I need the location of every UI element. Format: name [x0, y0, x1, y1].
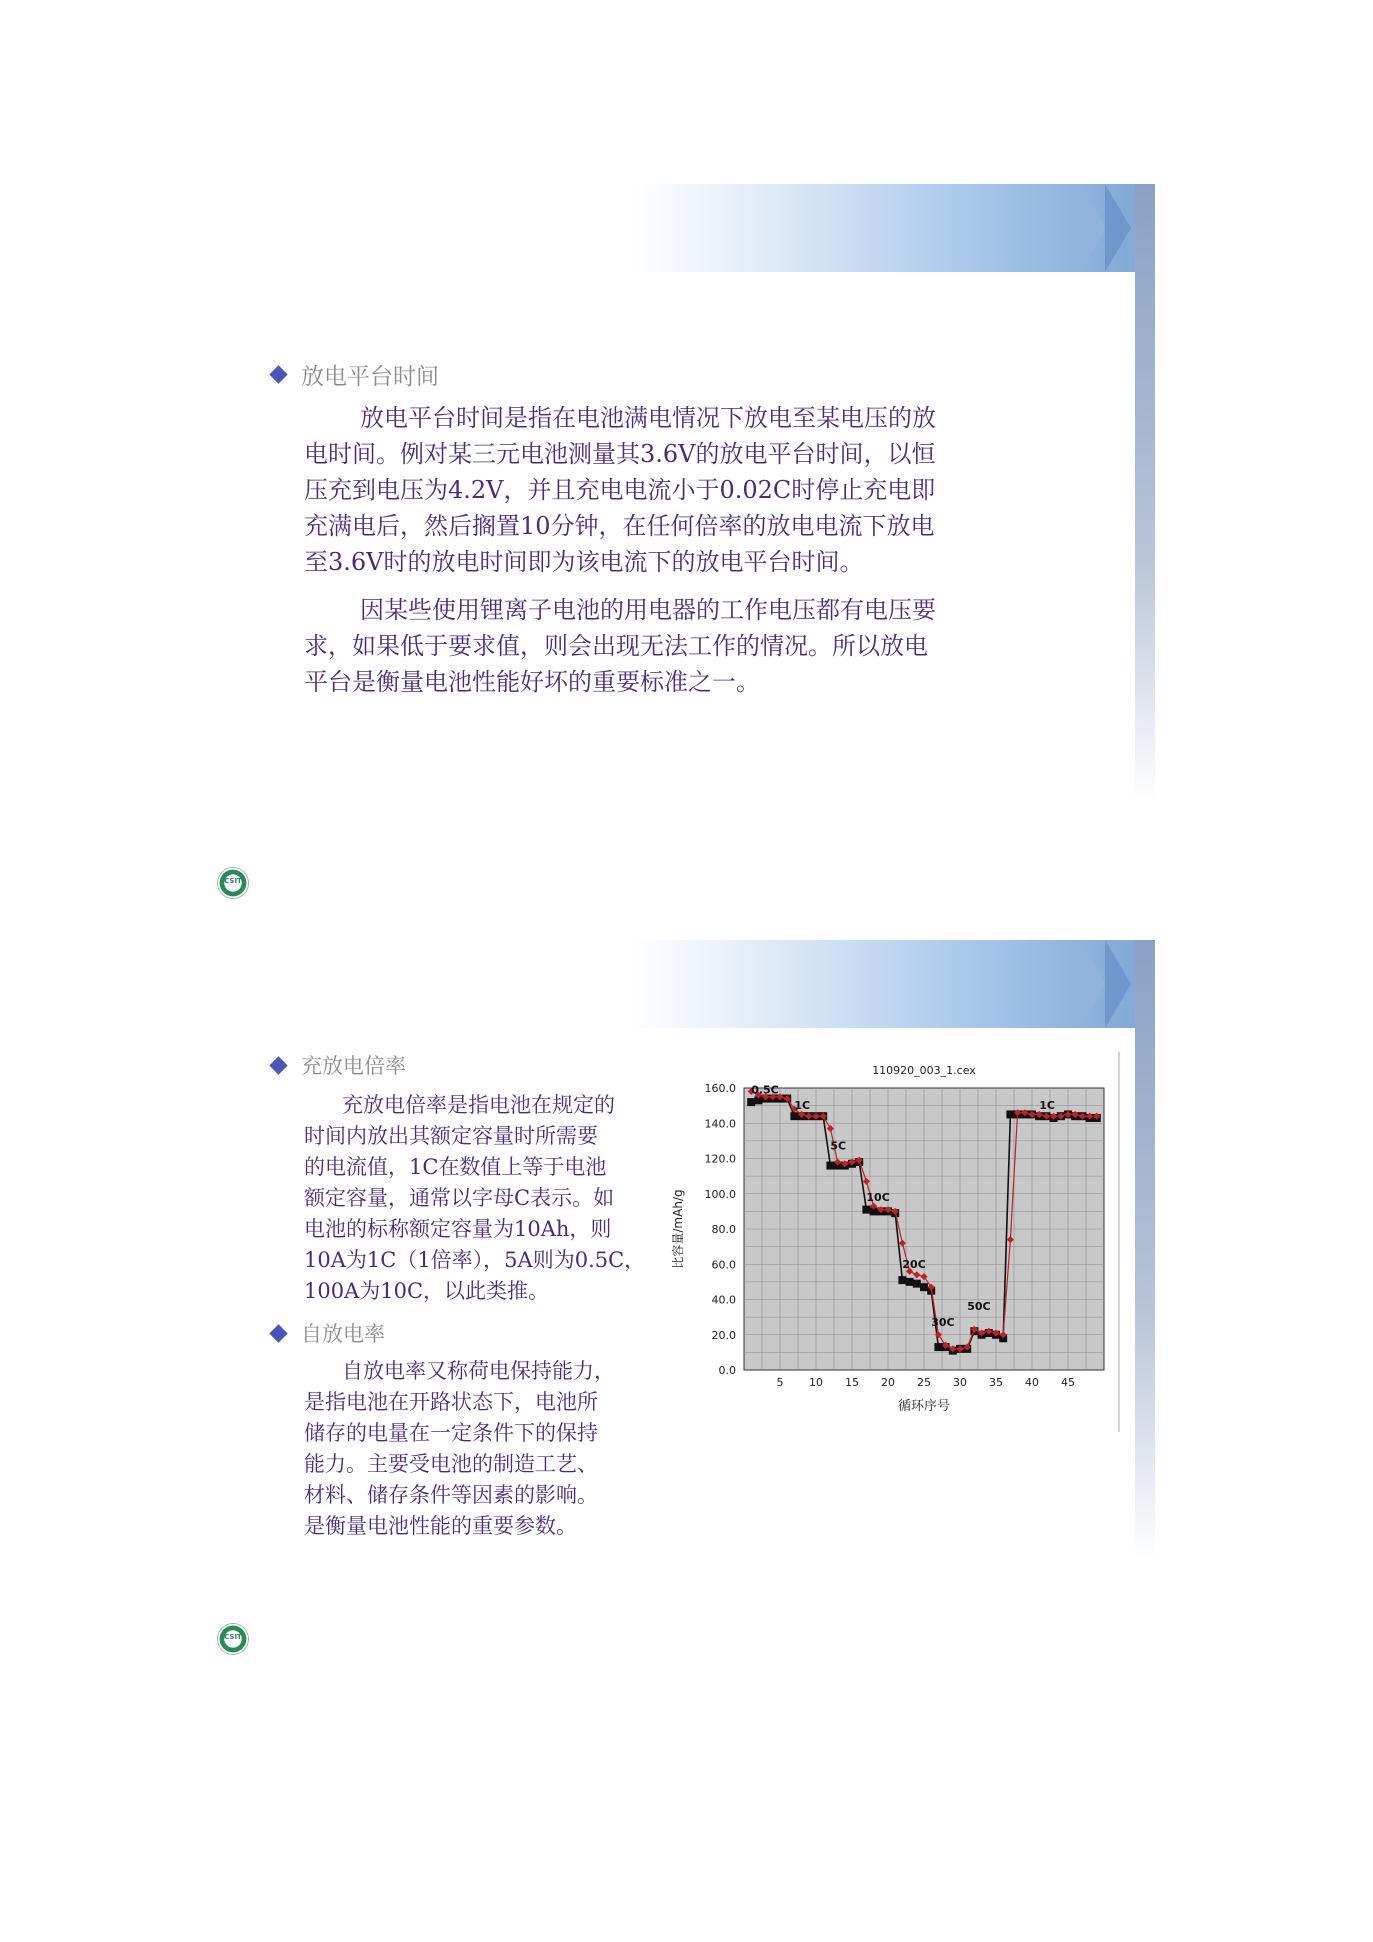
logo-text: CSIT [224, 877, 242, 885]
text-line: 电池的标称额定容量为10Ah，则 [304, 1217, 612, 1241]
paragraph-self-discharge [304, 1356, 664, 1542]
y-tick-label: 0.0 [718, 1364, 736, 1377]
text-line: 自放电率又称荷电保持能力， [342, 1359, 615, 1383]
chart-title: 110920_003_1.cex [872, 1064, 976, 1077]
x-tick-label: 20 [881, 1376, 895, 1389]
side-bar [1135, 184, 1155, 804]
paragraph-rate [304, 1090, 664, 1307]
heading-text: 充放电倍率 [301, 1054, 406, 1078]
capacity-chart [668, 1052, 1108, 1452]
paragraph-2 [304, 592, 1044, 700]
bullet-heading-discharge-plateau [268, 358, 439, 391]
y-tick-label: 140.0 [704, 1117, 736, 1131]
rate-annotation: 1C [794, 1099, 811, 1113]
text-line: 额定容量，通常以字母C表示。如 [304, 1186, 615, 1210]
text-line: 是衡量电池性能的重要参数。 [304, 1514, 577, 1538]
text-line: 10A为1C（1倍率），5A则为0.5C， [304, 1248, 646, 1272]
x-tick-label: 10 [809, 1376, 823, 1389]
y-tick-label: 160.0 [704, 1082, 736, 1095]
x-tick-label: 40 [1025, 1376, 1039, 1389]
divider-line [1118, 1052, 1120, 1432]
data-point-square [898, 1276, 906, 1284]
chart-svg [668, 1052, 1108, 1452]
text-line: 放电平台时间是指在电池满电情况下放电至某电压的放 [360, 404, 936, 432]
data-point-square [790, 1112, 798, 1120]
text-line: 平台是衡量电池性能好坏的重要标准之一。 [304, 668, 760, 696]
y-tick-label: 120.0 [704, 1152, 736, 1166]
side-bar [1135, 940, 1155, 1560]
diamond-bullet-icon [269, 365, 287, 383]
data-point-square [826, 1162, 834, 1170]
bullet-heading-self-discharge [268, 1318, 385, 1348]
chevron-icon [1080, 184, 1106, 272]
rate-annotation: 20C [902, 1257, 926, 1271]
text-line: 充满电后，然后搁置10分钟，在任何倍率的放电电流下放电 [304, 512, 935, 540]
text-line: 因某些使用锂离子电池的用电器的工作电压都有电压要 [360, 596, 936, 624]
text-line: 100A为10C，以此类推。 [304, 1279, 550, 1303]
data-point-square [747, 1098, 755, 1106]
data-point-square [862, 1206, 870, 1214]
heading-text: 自放电率 [301, 1322, 385, 1346]
x-tick-label: 5 [776, 1376, 784, 1389]
bullet-heading-rate [268, 1050, 406, 1080]
data-point-square [934, 1343, 942, 1351]
csit-logo-icon [218, 868, 248, 898]
text-line: 求，如果低于要求值，则会出现无法工作的情况。所以放电 [304, 632, 928, 660]
csit-logo-icon [218, 1624, 248, 1654]
y-tick-label: 100.0 [704, 1187, 736, 1201]
rate-annotation: 1C [1039, 1099, 1055, 1113]
text-line: 是指电池在开路状态下，电池所 [304, 1390, 598, 1414]
chevron-icon [1105, 940, 1131, 1028]
text-line: 材料、储存条件等因素的影响。 [304, 1483, 598, 1507]
x-tick-label: 45 [1061, 1376, 1075, 1389]
rate-annotation: 30C [931, 1315, 955, 1329]
data-point-square [913, 1280, 921, 1288]
rate-annotation: 5C [830, 1139, 847, 1153]
text-line: 能力。主要受电池的制造工艺、 [304, 1452, 598, 1476]
paragraph-1 [304, 400, 1044, 580]
data-point-square [920, 1283, 928, 1291]
logo-text: CSIT [224, 1633, 242, 1641]
x-axis-label: 循环序号 [897, 1399, 951, 1414]
chevron-icon [1080, 940, 1106, 1028]
header-banner [630, 940, 1150, 1028]
data-point-square [1006, 1110, 1014, 1118]
y-tick-label: 40.0 [711, 1293, 736, 1307]
text-line: 时间内放出其额定容量时所需要 [304, 1124, 598, 1148]
text-line: 的电流值，1C在数值上等于电池 [304, 1155, 607, 1179]
diamond-bullet-icon [269, 1056, 287, 1074]
text-line: 压充到电压为4.2V，并且充电电流小于0.02C时停止充电即 [304, 476, 936, 504]
rate-annotation: 10C [866, 1190, 890, 1204]
y-tick-label: 60.0 [711, 1258, 736, 1272]
x-tick-label: 25 [917, 1376, 931, 1389]
y-tick-label: 20.0 [711, 1328, 736, 1342]
text-line: 充放电倍率是指电池在规定的 [342, 1093, 615, 1117]
diamond-bullet-icon [269, 1324, 287, 1342]
rate-annotation: 0.5C [751, 1083, 779, 1097]
rate-annotation: 50C [967, 1300, 991, 1314]
text-line: 至3.6V时的放电时间即为该电流下的放电平台时间。 [304, 548, 864, 576]
x-tick-label: 15 [845, 1376, 859, 1389]
data-point-square [906, 1278, 914, 1286]
x-tick-label: 35 [989, 1376, 1003, 1389]
y-axis-label: 比容量/mAh/g [671, 1189, 685, 1269]
heading-text: 放电平台时间 [301, 364, 439, 390]
text-line: 储存的电量在一定条件下的保持 [304, 1421, 598, 1445]
header-banner [630, 184, 1150, 272]
chevron-icon [1105, 184, 1131, 272]
text-line: 电时间。例对某三元电池测量其3.6V的放电平台时间，以恒 [304, 440, 936, 468]
y-tick-label: 80.0 [711, 1223, 736, 1236]
x-tick-label: 30 [953, 1376, 967, 1389]
